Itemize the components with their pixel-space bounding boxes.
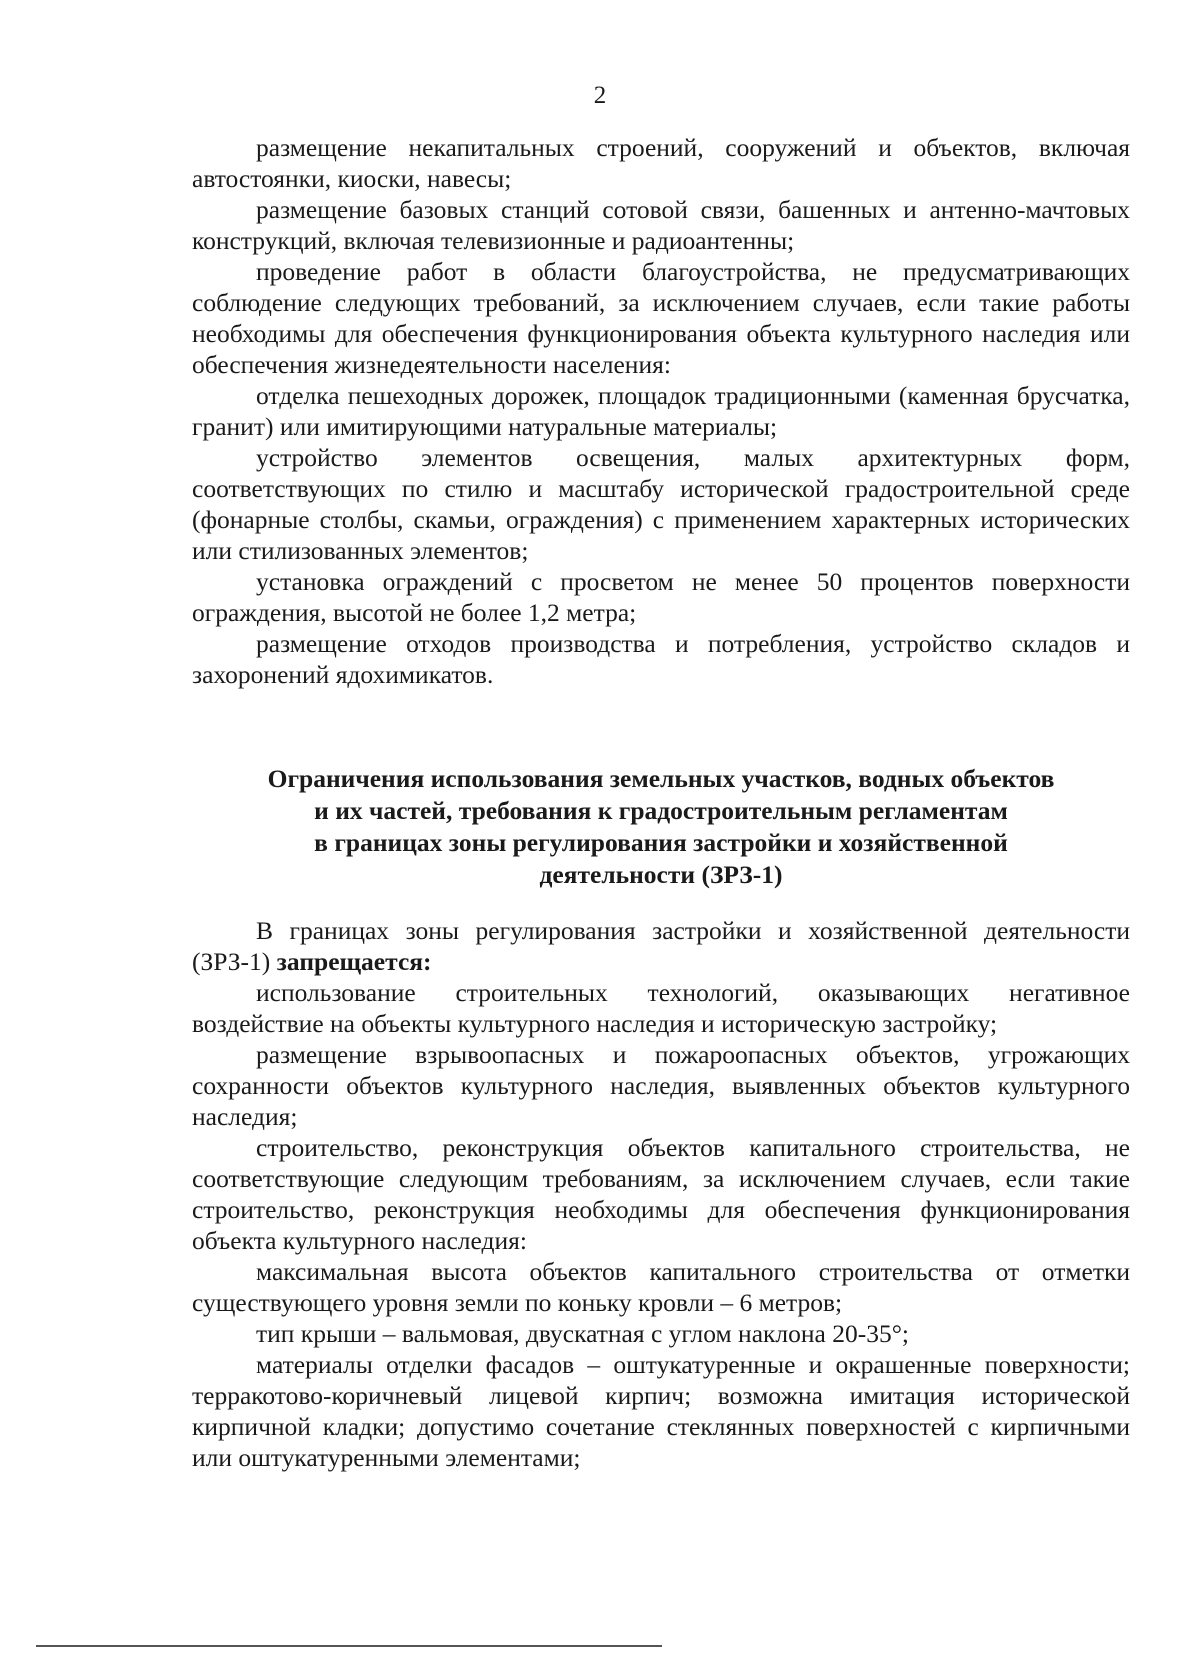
footer-divider	[36, 1645, 662, 1647]
paragraph: отделка пешеходных дорожек, площадок традиционными (каменная брусчатка, гранит) или имитирующими натуральные материалы;	[192, 381, 1130, 441]
paragraph: тип крыши – вальмовая, двускатная с углом наклона 20-35°;	[256, 1319, 909, 1348]
heading-line: деятельности (ЗРЗ-1)	[539, 860, 783, 889]
intro-paragraph	[192, 915, 1130, 977]
paragraph: проведение работ в области благоустройства, не предусматривающих соблюдение следующих требований, за исключением случаев, если такие работы необходимы для обеспечения функционирования объекта культурного наследия или обеспечения жизнедеятельности населения:	[192, 257, 1130, 379]
paragraph: размещение отходов производства и потребления, устройство складов и захоронений ядохимикатов.	[192, 629, 1130, 689]
paragraph: строительство, реконструкция объектов капитального строительства, не соответствующие следующим требованиям, за исключением случаев, если такие строительство, реконструкция необходимы для обеспечения функционирования объекта культурного наследия:	[192, 1133, 1130, 1255]
body-text-top	[192, 132, 1130, 690]
intro-text: В границах зоны регулирования застройки и хозяйственной деятельности (ЗРЗ-1)	[192, 916, 1130, 976]
paragraph: размещение взрывоопасных и пожароопасных объектов, угрожающих сохранности объектов культурного наследия, выявленных объектов культурного наследия;	[192, 1040, 1130, 1131]
paragraph: установка ограждений с просветом не менее 50 процентов поверхности ограждения, высотой не более 1,2 метра;	[192, 567, 1130, 627]
heading-line: в границах зоны регулирования застройки и хозяйственной	[314, 828, 1008, 857]
body-text-bottom	[192, 915, 1130, 1473]
page-number: 2	[593, 82, 607, 109]
paragraph: максимальная высота объектов капитального строительства от отметки существующего уровня земли по коньку кровли – 6 метров;	[192, 1257, 1130, 1317]
paragraph: материалы отделки фасадов – оштукатуренные и окрашенные поверхности; терракотово-коричневый лицевой кирпич; возможна имитация исторической кирпичной кладки; допустимо сочетание стеклянных поверхностей с кирпичными или оштукатуренными элементами;	[192, 1350, 1130, 1472]
paragraph: устройство элементов освещения, малых архитектурных форм, соответствующих по стилю и масштабу исторической градостроительной среде (фонарные столбы, скамьи, ограждения) с применением характерных исторических или стилизованных элементов;	[192, 443, 1130, 565]
section-heading	[192, 763, 1130, 891]
paragraph: размещение некапитальных строений, сооружений и объектов, включая автостоянки, киоски, навесы;	[192, 133, 1130, 193]
heading-line: Ограничения использования земельных участков, водных объектов	[267, 764, 1055, 793]
paragraph: размещение базовых станций сотовой связи, башенных и антенно-мачтовых конструкций, включая телевизионные и радиоантенны;	[192, 195, 1130, 255]
paragraph: использование строительных технологий, оказывающих негативное воздействие на объекты культурного наследия и историческую застройку;	[192, 978, 1130, 1038]
heading-line: и их частей, требования к градостроительным регламентам	[314, 796, 1008, 825]
intro-bold: запрещается:	[276, 947, 432, 976]
